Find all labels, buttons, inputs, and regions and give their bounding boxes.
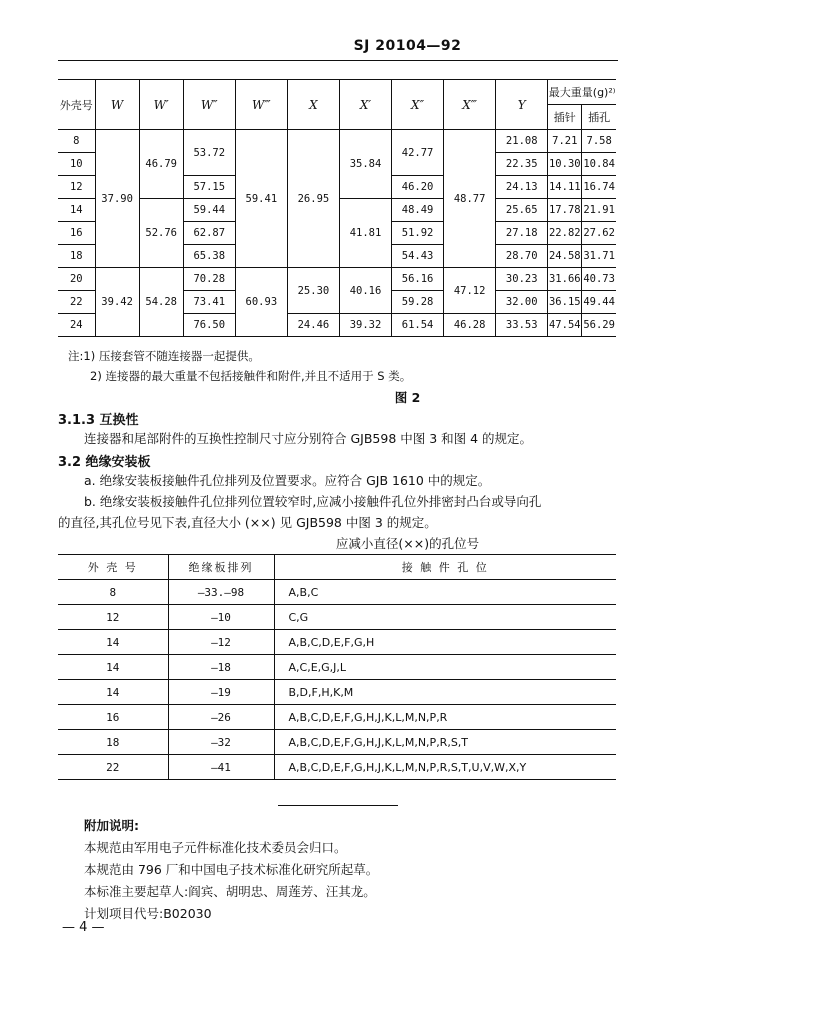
section-3-1-3-title: 3.1.3 互换性 [58,413,139,428]
y-cell: 25.65 [496,199,548,222]
table2-caption: 应减小直径(××)的孔位号 [335,536,480,551]
pin-weight-cell: 24.58 [548,245,582,268]
x3-cell: 48.77 [444,130,496,268]
pin-weight-cell: 7.21 [548,130,582,153]
positions-cell: B,D,F,H,K,M [274,680,616,705]
header-shell: 外壳号 [58,80,95,130]
separator-rule [278,805,398,806]
table-row [58,655,616,680]
shell-cell: 14 [58,655,168,680]
socket-weight-cell: 10.84 [582,153,616,176]
additional-note-line: 本规范由军用电子元件标准化技术委员会归口。 [84,840,347,855]
pin-weight-cell: 31.66 [548,268,582,291]
x2-cell: 46.20 [392,176,444,199]
pin-weight-cell: 10.30 [548,153,582,176]
arrangement-cell: —41 [168,755,274,780]
header-x: X [287,80,339,130]
table-row [58,580,616,605]
arrangement-cell: —18 [168,655,274,680]
arrangement-cell: —33.—98 [168,580,274,605]
header-socket: 插孔 [582,105,616,130]
y-cell: 32.00 [496,291,548,314]
shell-cell: 12 [58,605,168,630]
socket-weight-cell: 27.62 [582,222,616,245]
shell-cell: 18 [58,730,168,755]
socket-weight-cell: 7.58 [582,130,616,153]
x2-cell: 48.49 [392,199,444,222]
socket-weight-cell: 56.29 [582,314,616,337]
x1-cell: 39.32 [339,314,391,337]
shell-cell: 22 [58,755,168,780]
header-rule [58,60,618,61]
pin-weight-cell: 22.82 [548,222,582,245]
shell-cell: 8 [58,130,95,153]
table-row [58,755,616,780]
socket-weight-cell: 31.71 [582,245,616,268]
positions-cell: A,B,C,D,E,F,G,H [274,630,616,655]
w1-cell: 52.76 [139,199,183,268]
y-cell: 21.08 [496,130,548,153]
arrangement-cell: —26 [168,705,274,730]
positions-cell: A,B,C,D,E,F,G,H,J,K,L,M,N,P,R,S,T,U,V,W,X,Y [274,755,616,780]
y-cell: 27.18 [496,222,548,245]
pin-weight-cell: 47.54 [548,314,582,337]
section-3-1-3-text: 连接器和尾部附件的互换性控制尺寸应分别符合 GJB598 中图 3 和图 4 的规定。 [84,431,533,446]
socket-weight-cell: 16.74 [582,176,616,199]
positions-cell: A,C,E,G,J,L [274,655,616,680]
table-row [58,680,616,705]
w2-cell: 70.28 [183,268,235,291]
y-cell: 30.23 [496,268,548,291]
section-3-2-item-b-line2: 的直径,其孔位号见下表,直径大小 (××) 见 GJB598 中图 3 的规定。 [58,515,437,530]
w2-cell: 53.72 [183,130,235,176]
shell-cell: 14 [58,680,168,705]
x-cell: 26.95 [287,130,339,268]
header-w2: W″ [183,80,235,130]
table-row [58,730,616,755]
positions-cell: A,B,C [274,580,616,605]
w3-cell: 60.93 [235,268,287,337]
header-x3: X‴ [444,80,496,130]
arrangement-cell: —32 [168,730,274,755]
arrangement-cell: —10 [168,605,274,630]
header-y: Y [496,80,548,130]
x3-cell: 47.12 [444,268,496,314]
shell-cell: 14 [58,630,168,655]
additional-note-line: 计划项目代号:B02030 [84,906,212,921]
w-cell: 39.42 [95,268,139,337]
arrangement-cell: —19 [168,680,274,705]
pin-weight-cell: 14.11 [548,176,582,199]
section-3-2-item-a: a. 绝缘安装板接触件孔位排列及位置要求。应符合 GJB 1610 中的规定。 [84,473,491,488]
shell-cell: 16 [58,705,168,730]
pin-weight-cell: 17.78 [548,199,582,222]
page-number: — 4 — [62,920,105,935]
dimension-table [58,79,616,337]
y-cell: 24.13 [496,176,548,199]
y-cell: 33.53 [496,314,548,337]
socket-weight-cell: 40.73 [582,268,616,291]
x3-cell: 46.28 [444,314,496,337]
header-w1: W′ [139,80,183,130]
w2-cell: 65.38 [183,245,235,268]
x2-cell: 56.16 [392,268,444,291]
shell-cell: 12 [58,176,95,199]
x2-cell: 61.54 [392,314,444,337]
positions-cell: C,G [274,605,616,630]
section-3-2-item-b-line1: b. 绝缘安装板接触件孔位排列位置较窄时,应减小接触件孔位外排密封凸台或导向孔 [84,494,542,509]
additional-note-line: 本标准主要起草人:阎宾、胡明忠、周莲芳、汪其龙。 [84,884,376,899]
w1-cell: 54.28 [139,268,183,337]
header-x1: X′ [339,80,391,130]
shell-cell: 20 [58,268,95,291]
table-row [58,705,616,730]
w2-cell: 76.50 [183,314,235,337]
header-positions: 接 触 件 孔 位 [274,555,616,580]
w2-cell: 62.87 [183,222,235,245]
x1-cell: 41.81 [339,199,391,268]
positions-cell: A,B,C,D,E,F,G,H,J,K,L,M,N,P,R,S,T [274,730,616,755]
shell-cell: 14 [58,199,95,222]
shell-cell: 8 [58,580,168,605]
x2-cell: 42.77 [392,130,444,176]
arrangement-cell: —12 [168,630,274,655]
table-row [58,630,616,655]
header-w3: W‴ [235,80,287,130]
document-header: SJ 20104—92 [353,38,462,54]
pin-weight-cell: 36.15 [548,291,582,314]
header-shell: 外 壳 号 [58,555,168,580]
table-row [58,605,616,630]
additional-notes-title: 附加说明: [84,818,139,833]
additional-note-line: 本规范由 796 厂和中国电子技术标准化研究所起草。 [84,862,379,877]
x1-cell: 40.16 [339,268,391,314]
y-cell: 28.70 [496,245,548,268]
w2-cell: 73.41 [183,291,235,314]
section-3-2-title: 3.2 绝缘安装板 [58,455,151,470]
shell-cell: 16 [58,222,95,245]
positions-cell: A,B,C,D,E,F,G,H,J,K,L,M,N,P,R [274,705,616,730]
contact-positions-table [58,554,616,780]
shell-cell: 24 [58,314,95,337]
header-w: W [95,80,139,130]
x2-cell: 54.43 [392,245,444,268]
x2-cell: 59.28 [392,291,444,314]
x2-cell: 51.92 [392,222,444,245]
header-arrangement: 绝缘板排列 [168,555,274,580]
shell-cell: 10 [58,153,95,176]
w1-cell: 46.79 [139,130,183,199]
header-max-weight: 最大重量(g)²⁾ [548,80,616,105]
shell-cell: 22 [58,291,95,314]
figure-label: 图 2 [394,390,421,405]
table-note-1: 注:1) 压接套管不随连接器一起提供。 [68,349,260,363]
w2-cell: 57.15 [183,176,235,199]
x1-cell: 35.84 [339,130,391,199]
w-cell: 37.90 [95,130,139,268]
table-note-2: 2) 连接器的最大重量不包括接触件和附件,并且不适用于 S 类。 [90,369,412,383]
x-cell: 24.46 [287,314,339,337]
w3-cell: 59.41 [235,130,287,268]
y-cell: 22.35 [496,153,548,176]
w2-cell: 59.44 [183,199,235,222]
header-x2: X″ [392,80,444,130]
socket-weight-cell: 49.44 [582,291,616,314]
x-cell: 25.30 [287,268,339,314]
shell-cell: 18 [58,245,95,268]
socket-weight-cell: 21.91 [582,199,616,222]
header-pin: 插针 [548,105,582,130]
